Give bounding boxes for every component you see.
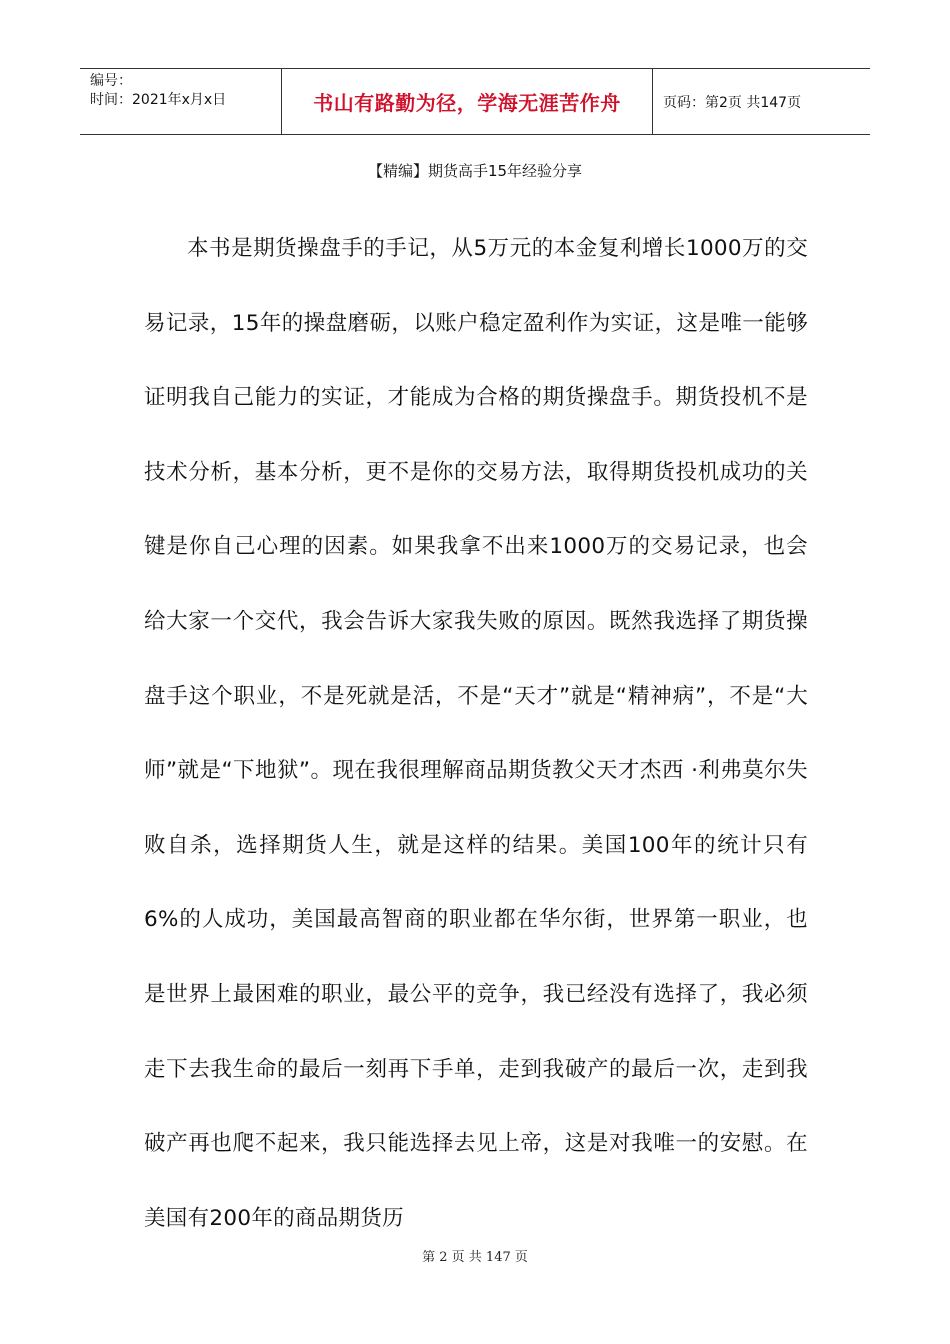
document-title: 【精编】期货高手15年经验分享 <box>367 162 583 180</box>
header-page-info: 页码：第2页 共147页 <box>663 94 802 111</box>
header-motto: 书山有路勤为径，学海无涯苦作舟 <box>313 91 621 115</box>
document-number-label: 编号： <box>90 73 132 89</box>
header-page-cell <box>653 69 870 134</box>
document-body-paragraph: 本书是期货操盘手的手记，从5万元的本金复利增长1000万的交易记录，15年的操盘磨砺，以账户稳定盈利作为实证，这是唯一能够证明我自己能力的实证，才能成为合格的期货操盘手。期货投机不是技术分析，基本分析，更不是你的交易方法，取得期货投机成功的关键是你自己心理的因素。如果我拿不出来1000万的交易记录，也会给大家一个交代，我会告诉大家我失败的原因。既然我选择了期货操盘手这个职业，不是死就是活，不是“天才”就是“精神病”，不是“大师”就是“下地狱”。现在我很理解商品期货教父天才杰西 ·利弗莫尔失败自杀，选择期货人生，就是这样的结果。美国100年的统计只有6%的人成功，美国最高智商的职业都在华尔街，世界第一职业，也是世界上最困难的职业，最公平的竞争，我已经没有选择了，我必须走下去我生命的最后一刻再下手单，走到我破产的最后一次，走到我破产再也爬不起来，我只能选择去见上帝，这是对我唯一的安慰。在美国有200年的商品期货历 <box>144 236 808 1231</box>
header-meta-cell <box>80 69 282 134</box>
document-time-label: 时间：2021年x月x日 <box>90 92 227 108</box>
page-footer: 第 2 页 共 147 页 <box>422 1250 528 1265</box>
header-motto-cell <box>282 69 653 134</box>
document-header <box>80 68 870 135</box>
